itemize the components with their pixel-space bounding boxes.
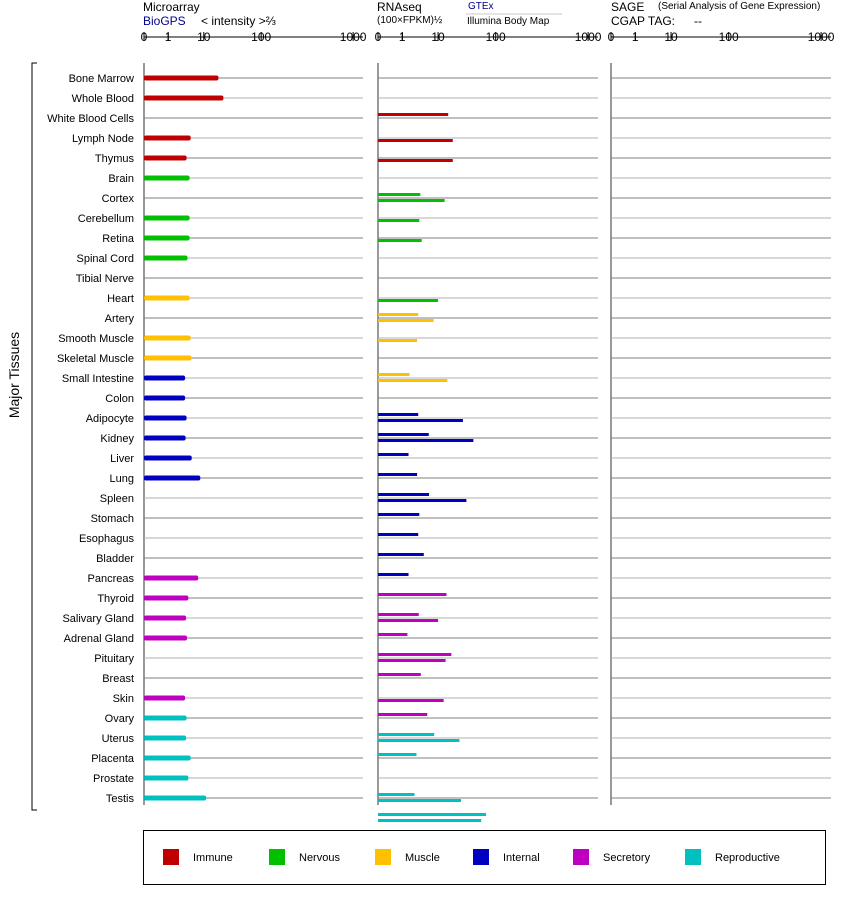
tissue-label: Skeletal Muscle: [56, 353, 134, 365]
bar-illumina: [378, 739, 459, 742]
bar-illumina: [378, 159, 453, 162]
bar-biogps: [144, 136, 191, 141]
axis-tick-label: 1000: [339, 30, 367, 44]
microarray-title: Microarray: [143, 0, 200, 14]
intensity-unit-label: < intensity >⅔: [201, 14, 276, 28]
tissue-label: Smooth Muscle: [58, 333, 134, 345]
bar-biogps: [144, 736, 186, 741]
bar-illumina: [378, 799, 461, 802]
axis-tick-label: 0: [607, 30, 615, 44]
bar-biogps: [144, 396, 185, 401]
bar-gtex: [378, 593, 446, 596]
bar-gtex: [378, 633, 407, 636]
bar-gtex: [378, 113, 448, 116]
legend-swatch: [685, 849, 701, 865]
cgap-tag-label: CGAP TAG:: [611, 14, 676, 28]
tissue-label: Adipocyte: [85, 413, 134, 425]
panel-1: [375, 30, 602, 805]
bar-gtex: [378, 473, 417, 476]
tissue-label: Esophagus: [78, 533, 134, 545]
tissue-label: Small Intestine: [61, 373, 134, 385]
axis-tick-label: 10: [664, 30, 678, 44]
panel-2: [608, 30, 835, 805]
bar-biogps: [144, 576, 198, 581]
bar-biogps: [144, 376, 185, 381]
tissue-label: White Blood Cells: [47, 113, 134, 125]
legend-swatch: [473, 849, 489, 865]
bar-illumina: [378, 199, 445, 202]
cgap-tag-value: --: [694, 14, 702, 28]
axis-tick-label: 0: [140, 30, 148, 44]
bar-gtex: [378, 513, 419, 516]
tissue-label: Artery: [104, 313, 134, 325]
tissue-label: Bladder: [96, 553, 134, 565]
bar-biogps: [144, 96, 223, 101]
tissue-label: Retina: [102, 233, 134, 245]
bar-biogps: [144, 256, 188, 261]
tissue-label: Colon: [105, 393, 134, 405]
bar-gtex: [378, 753, 416, 756]
sage-description: (Serial Analysis of Gene Expression): [658, 1, 821, 12]
bar-gtex: [378, 713, 427, 716]
bar-biogps: [144, 616, 186, 621]
axis-tick-label: 1000: [807, 30, 835, 44]
tissue-label: Stomach: [90, 513, 134, 525]
rnaseq-unit-label: (100×FPKM)½: [377, 15, 443, 26]
bar-illumina: [378, 339, 417, 342]
tissue-label: Skin: [112, 693, 134, 705]
legend-label: Muscle: [405, 852, 440, 864]
axis-tick-label: 100: [718, 30, 739, 44]
bar-gtex: [378, 193, 420, 196]
bar-biogps: [144, 336, 191, 341]
axis-tick-label: 1: [631, 30, 639, 44]
bar-gtex: [378, 573, 409, 576]
bar-biogps: [144, 696, 185, 701]
axis-tick-label: 1: [398, 30, 406, 44]
bar-illumina: [378, 819, 481, 822]
bar-biogps: [144, 296, 190, 301]
tissue-label: Tibial Nerve: [75, 273, 134, 285]
bar-gtex: [378, 653, 451, 656]
tissue-label: Thymus: [94, 153, 134, 165]
bar-biogps: [144, 76, 218, 81]
bar-biogps: [144, 796, 206, 801]
tissue-label: Placenta: [91, 753, 134, 765]
bar-illumina: [378, 319, 434, 322]
bar-biogps: [144, 176, 190, 181]
biogps-label[interactable]: BioGPS: [143, 14, 186, 28]
bar-illumina: [378, 239, 422, 242]
bar-illumina: [378, 619, 438, 622]
legend-swatch: [573, 849, 589, 865]
bar-gtex: [378, 733, 434, 736]
bar-gtex: [378, 613, 419, 616]
tissue-label: Whole Blood: [71, 93, 134, 105]
tissue-label: Cerebellum: [77, 213, 134, 225]
legend-label: Secretory: [603, 852, 651, 864]
legend-label: Nervous: [299, 852, 340, 864]
tissue-label: Lymph Node: [72, 133, 134, 145]
bar-biogps: [144, 756, 191, 761]
axis-tick-label: 0: [374, 30, 382, 44]
legend-label: Immune: [193, 852, 233, 864]
tissue-label: Prostate: [93, 773, 134, 785]
gtex-link[interactable]: GTEx: [468, 1, 494, 12]
bar-gtex: [378, 313, 418, 316]
axis-tick-label: 1: [164, 30, 172, 44]
axis-tick-label: 10: [431, 30, 445, 44]
bar-illumina: [378, 419, 463, 422]
bar-illumina: [378, 439, 473, 442]
tissue-label: Pancreas: [87, 573, 134, 585]
sage-title: SAGE: [611, 0, 645, 14]
bar-illumina: [378, 699, 444, 702]
bar-gtex: [378, 553, 424, 556]
tissue-label: Thyroid: [97, 593, 134, 605]
tissue-label: Spleen: [99, 493, 134, 505]
tissue-label: Salivary Gland: [62, 613, 134, 625]
tissue-label: Kidney: [100, 433, 134, 445]
bar-gtex: [378, 373, 410, 376]
axis-tick-label: 100: [251, 30, 272, 44]
tissue-label: Pituitary: [94, 653, 134, 665]
tissue-label: Liver: [110, 453, 134, 465]
illumina-label: Illumina Body Map: [467, 16, 550, 27]
tissue-label: Lung: [109, 473, 134, 485]
bar-biogps: [144, 716, 187, 721]
tissue-label: Uterus: [101, 733, 134, 745]
bar-gtex: [378, 453, 409, 456]
bar-biogps: [144, 596, 188, 601]
legend-label: Reproductive: [715, 852, 780, 864]
bar-gtex: [378, 793, 414, 796]
bar-gtex: [378, 813, 486, 816]
tissue-label: Adrenal Gland: [63, 633, 134, 645]
bar-illumina: [378, 659, 446, 662]
bar-gtex: [378, 493, 429, 496]
bar-biogps: [144, 356, 191, 361]
bar-biogps: [144, 456, 192, 461]
tissue-label: Breast: [102, 673, 134, 685]
axis-tick-label: 100: [485, 30, 506, 44]
legend-label: Internal: [503, 852, 540, 864]
bar-biogps: [144, 216, 190, 221]
axis-tick-label: 1000: [574, 30, 602, 44]
axis-side-label: Major Tissues: [6, 331, 22, 419]
legend-swatch: [269, 849, 285, 865]
legend: [143, 830, 826, 885]
rnaseq-title: RNAseq: [377, 0, 422, 14]
bar-gtex: [378, 533, 418, 536]
bar-biogps: [144, 436, 186, 441]
bar-illumina: [378, 219, 419, 222]
bar-illumina: [378, 139, 453, 142]
bar-biogps: [144, 476, 200, 481]
legend-swatch: [375, 849, 391, 865]
bar-illumina: [378, 379, 447, 382]
bar-gtex: [378, 673, 421, 676]
bar-biogps: [144, 776, 188, 781]
tissue-label: Ovary: [104, 713, 134, 725]
bar-gtex: [378, 433, 429, 436]
bar-biogps: [144, 156, 187, 161]
bar-biogps: [144, 636, 187, 641]
tissue-label: Cortex: [101, 193, 134, 205]
bar-biogps: [144, 236, 190, 241]
tissue-label: Bone Marrow: [68, 73, 134, 85]
tissue-label: Brain: [108, 173, 134, 185]
bar-biogps: [144, 416, 187, 421]
legend-swatch: [163, 849, 179, 865]
bar-gtex: [378, 413, 418, 416]
bar-illumina: [378, 299, 438, 302]
bar-illumina: [378, 499, 466, 502]
tissue-label: Spinal Cord: [76, 253, 134, 265]
tissue-label: Heart: [107, 293, 134, 305]
axis-tick-label: 10: [197, 30, 211, 44]
tissue-label: Testis: [105, 793, 134, 805]
group-bracket: [32, 63, 37, 810]
